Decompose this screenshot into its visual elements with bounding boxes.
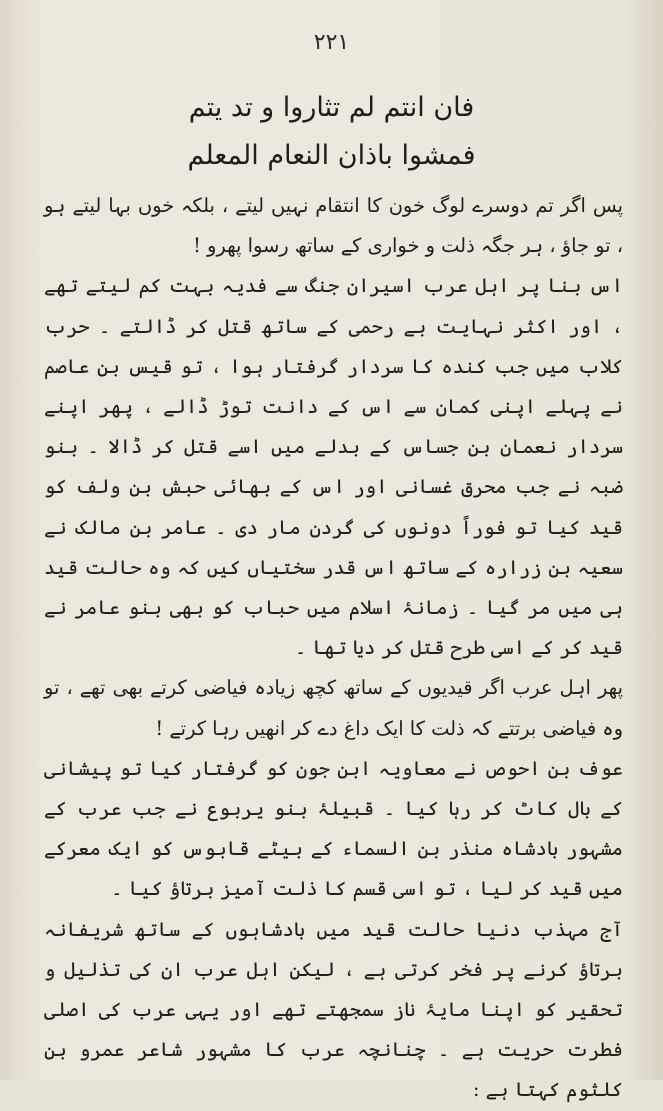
paragraph-3: پھر اہل عرب اگر قیدیوں کے ساتھ کچھ زیادہ فیاضی کرتے بھی تھے ، تو وہ فیاضی برتتے کہ ذلت کا ایک داغ دے کر انھیں رہا کرتے !	[44, 676, 623, 740]
body-text	[44, 186, 623, 1111]
paragraph-4: عوف بن احوص نے معاویہ ابن جون کو گرفتار کیا تو پیشانی کے بال کاٹ کر رہا کیا ۔ قبیلۂ بنو یربوع نے جب عرب کے مشہور بادشاہ منذر بن السماء کے بیٹے قابوس کو ایک معرکے میں قید کر لیا ، تو اسی قسم کا ذلت آمیز برتاؤ کیا ۔	[44, 756, 623, 901]
paragraph-2: اس بنا پر اہل عرب اسیران جنگ سے فدیہ بہت کم لیتے تھے ، اور اکثر نہایت بے رحمی کے ساتھ قتل کر ڈالتے ۔ حرب کلاب میں جب کندہ کا سردار گرفتار ہوا ، تو قیس بن عاصم نے پہلے اپنی کمان سے اس کے دانت توڑ ڈالے ، پھر اپنے سردار نعمان بن جساس کے بدلے میں اسے قتل کر ڈالا ۔ بنو ضبہ نے جب محرق غسانی اور اس کے بھائی حبش بن ولف کو قید کیا تو فوراً دونوں کی گردن مار دی ۔ عامر بن مالک نے سعیہ بن زرارہ کے ساتھ اس قدر سختیاں کیں کہ وہ حالت قید ہی میں مر گیا ۔ زمانۂ اسلام میں حباب کو بھی بنو عامر نے قید کر کے اسی طرح قتل کر دیا تھا ۔	[44, 274, 623, 660]
page-number: ۲۲۱	[313, 30, 350, 55]
verse-line-1: فان انتم لم تثاروا و تد یتم	[188, 92, 475, 123]
paragraph-5: آج مہذب دنیا حالت قید میں بادشاہوں کے ساتھ شریفانہ برتاؤ کرنے پر فخر کرتی ہے ، لیکن اہل عرب ان کی تذلیل و تحقیر کو اپنا مایۂ ناز سمجھتے تھے اور یہی عرب کی اصلی فطرت حریت ہے ۔ چنانچہ عرب کا مشہور شاعر عمرو بن کلثوم کہتا ہے :	[44, 917, 623, 1102]
paragraph-1: پس اگر تم دوسرے لوگ خون کا انتقام نہیں لیتے ، بلکہ خوں بہا لیتے ہو ، تو جاؤ ، ہر جگہ ذلت و خواری کے ساتھ رسوا پھرو !	[44, 194, 623, 258]
verse-line-2: فمشوا باذان النعام المعلم	[187, 140, 476, 171]
